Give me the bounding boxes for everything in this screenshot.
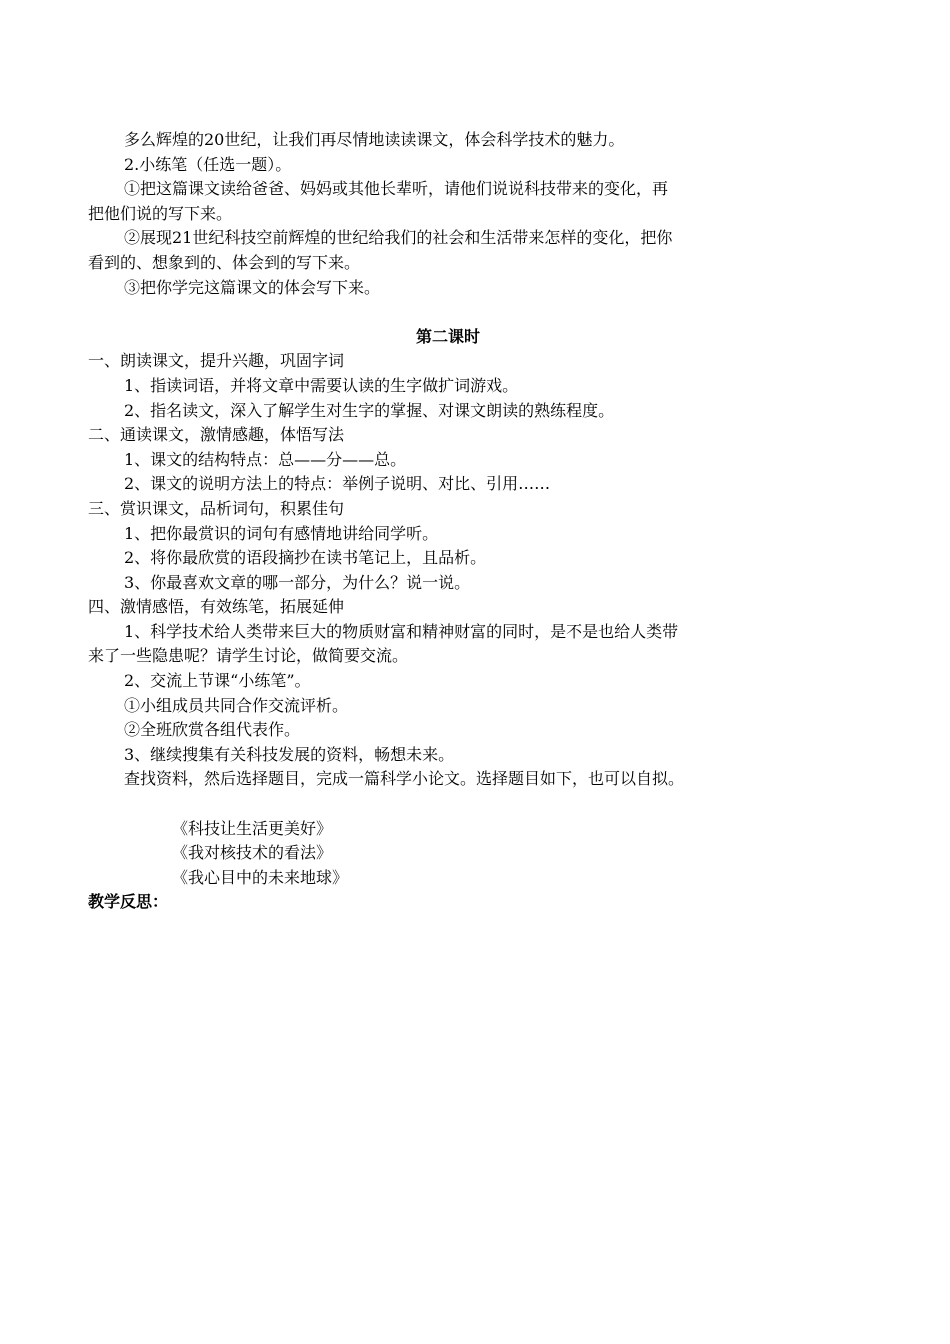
reflection-label: 教学反思：: [88, 892, 169, 912]
section-1-title: 一、朗读课文，提升兴趣，巩固字词: [88, 351, 345, 371]
exercise-option-3: ③把你学完这篇课文的体会写下来。: [124, 277, 381, 297]
section-3-item-3: 3、你最喜欢文章的哪一部分，为什么？说一说。: [124, 572, 471, 592]
topic-item: 《科技让生活更美好》: [172, 818, 333, 838]
section-4-item-1-cont: 来了一些隐患呢？请学生讨论，做简要交流。: [88, 646, 409, 666]
section-4-item-2: 2、交流上节课“小练笔”。: [124, 671, 311, 691]
section-4-item-4: 查找资料，然后选择题目，完成一篇科学小论文。选择题目如下，也可以自拟。: [124, 769, 685, 789]
exercise-option-1-cont: 把他们说的写下来。: [88, 203, 233, 223]
exercise-heading: 2.小练笔（任选一题）。: [124, 154, 292, 174]
section-3-item-1: 1、把你最赏识的词句有感情地讲给同学听。: [124, 523, 439, 543]
document-page: [88, 128, 808, 915]
section-1-item-2: 2、指名读文，深入了解学生对生字的掌握、对课文朗读的熟练程度。: [124, 400, 615, 420]
section-4-sub-2: ②全班欣赏各组代表作。: [124, 720, 301, 740]
section-3-title: 三、赏识课文，品析词句，积累佳句: [88, 498, 345, 518]
section-2-item-1: 1、课文的结构特点：总——分——总。: [124, 449, 407, 469]
paragraph-line: 多么辉煌的20世纪，让我们再尽情地读读课文，体会科学技术的魅力。: [124, 130, 625, 149]
section-4-title: 四、激情感悟，有效练笔，拓展延伸: [88, 597, 345, 617]
section-title: 第二课时: [415, 326, 480, 346]
spacer: [88, 300, 808, 325]
exercise-option-2: ②展现21世纪科技空前辉煌的世纪给我们的社会和生活带来怎样的变化，把你: [124, 228, 673, 248]
section-2-item-2: 2、课文的说明方法上的特点：举例子说明、对比、引用……: [124, 474, 551, 494]
section-4-item-3: 3、继续搜集有关科技发展的资料，畅想未来。: [124, 744, 455, 764]
exercise-option-1: ①把这篇课文读给爸爸、妈妈或其他长辈听，请他们说说科技带来的变化，再: [124, 179, 669, 199]
section-4-item-1: 1、科学技术给人类带来巨大的物质财富和精神财富的同时，是不是也给人类带: [124, 621, 679, 641]
section-3-item-2: 2、将你最欣赏的语段摘抄在读书笔记上，且品析。: [124, 548, 487, 568]
spacer: [88, 792, 808, 817]
topic-item: 《我心目中的未来地球》: [172, 867, 349, 887]
exercise-option-2-cont: 看到的、想象到的、体会到的写下来。: [88, 252, 361, 272]
section-4-sub-1: ①小组成员共同合作交流评析。: [124, 695, 349, 715]
section-2-title: 二、通读课文，激情感趣，体悟写法: [88, 425, 345, 445]
section-1-item-1: 1、指读词语，并将文章中需要认读的生字做扩词游戏。: [124, 375, 519, 395]
topic-item: 《我对核技术的看法》: [172, 843, 333, 863]
